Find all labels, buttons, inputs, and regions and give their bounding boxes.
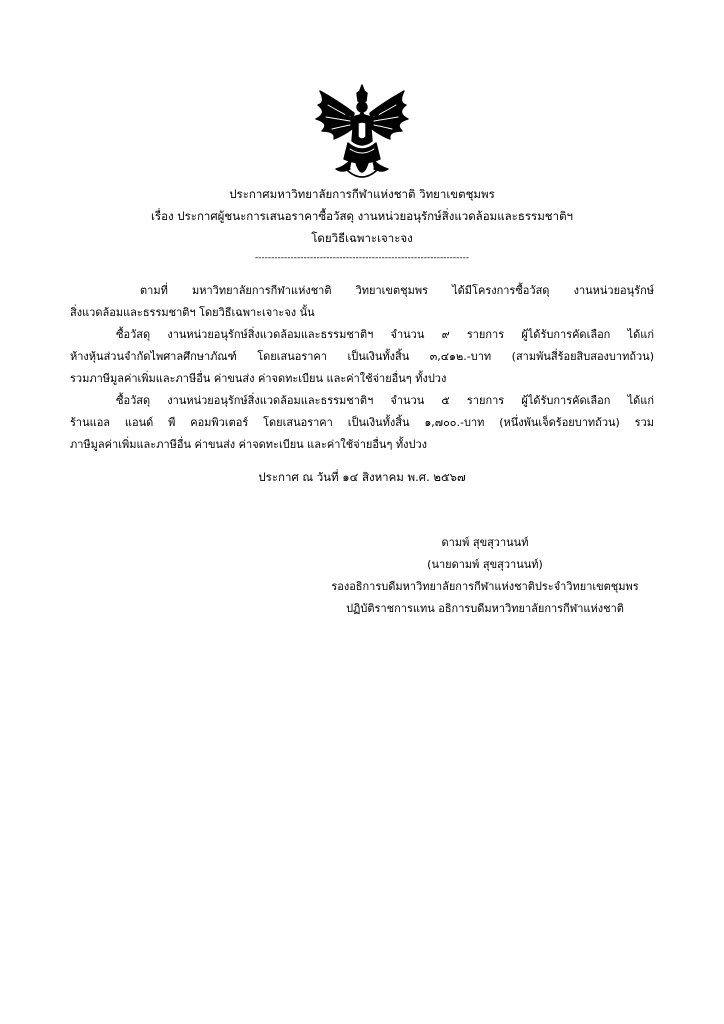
signatory-printed-name: (นายดามพ์ สุขสุวานนท์) xyxy=(427,558,543,571)
announcement-method: โดยวิธีเฉพาะเจาะจง xyxy=(311,231,413,245)
paragraph-line: สิ่งแวดล้อมและธรรมชาติฯ โดยวิธีเฉพาะเจาะจง นั้น xyxy=(70,306,315,319)
paragraph-intro xyxy=(70,280,654,324)
announcement-title: ประกาศมหาวิทยาลัยการกีฬาแห่งชาติ วิทยาเขตชุมพร xyxy=(229,187,495,201)
garuda-emblem-icon xyxy=(308,83,416,183)
signatory-position: รองอธิการบดีมหาวิทยาลัยการกีฬาแห่งชาติประจำวิทยาเขตชุมพร xyxy=(331,580,639,593)
proclamation-date: ประกาศ ณ วันที่ ๑๔ สิงหาคม พ.ศ. ๒๕๖๗ xyxy=(258,470,466,484)
paragraph-line: ตามที่ มหาวิทยาลัยการกีฬาแห่งชาติ วิทยาเขตชุมพร ได้มีโครงการซื้อวัสดุ งานหน่วยอนุรักษ์ xyxy=(140,284,654,297)
header-divider: ------------------------------------------------------------------ xyxy=(254,253,470,263)
signature-name: ดามพ์ สุขสุวานนท์ xyxy=(441,536,529,549)
paragraph-award-1 xyxy=(70,324,654,390)
signatory-acting-position: ปฏิบัติราชการแทน อธิการบดีมหาวิทยาลัยการกีฬาแห่งชาติ xyxy=(346,602,624,615)
paragraph-line: ห้างหุ้นส่วนจำกัดไพศาลศึกษาภัณฑ์ โดยเสนอราคา เป็นเงินทั้งสิ้น ๓,๔๑๒.-บาท (สามพันสี่ร้อยสิบสองบาทถ้วน) xyxy=(70,350,654,363)
paragraph-line: ซื้อวัสดุ งานหน่วยอนุรักษ์สิ่งแวดล้อมและธรรมชาติฯ จำนวน ๕ รายการ ผู้ได้รับการคัดเลือก ได้แก่ xyxy=(116,394,654,407)
paragraph-award-2 xyxy=(70,390,654,456)
announcement-subject: เรื่อง ประกาศผู้ชนะการเสนอราคาซื้อวัสดุ งานหน่วยอนุรักษ์สิ่งแวดล้อมและธรรมชาติฯ xyxy=(151,209,573,223)
paragraph-line: รวมภาษีมูลค่าเพิ่มและภาษีอื่น ค่าขนส่ง ค่าจดทะเบียน และค่าใช้จ่ายอื่นๆ ทั้งปวง xyxy=(70,372,447,385)
paragraph-line: ภาษีมูลค่าเพิ่มและภาษีอื่น ค่าขนส่ง ค่าจดทะเบียน และค่าใช้จ่ายอื่นๆ ทั้งปวง xyxy=(70,438,428,451)
paragraph-line: ซื้อวัสดุ งานหน่วยอนุรักษ์สิ่งแวดล้อมและธรรมชาติฯ จำนวน ๙ รายการ ผู้ได้รับการคัดเลือก ได้แก่ xyxy=(116,328,654,341)
paragraph-line: ร้านแอล แอนด์ พี คอมพิวเตอร์ โดยเสนอราคา เป็นเงินทั้งสิ้น ๑,๗๐๐.-บาท (หนึ่งพันเจ็ดร้อยบาทถ้วน) รวม xyxy=(70,416,654,429)
